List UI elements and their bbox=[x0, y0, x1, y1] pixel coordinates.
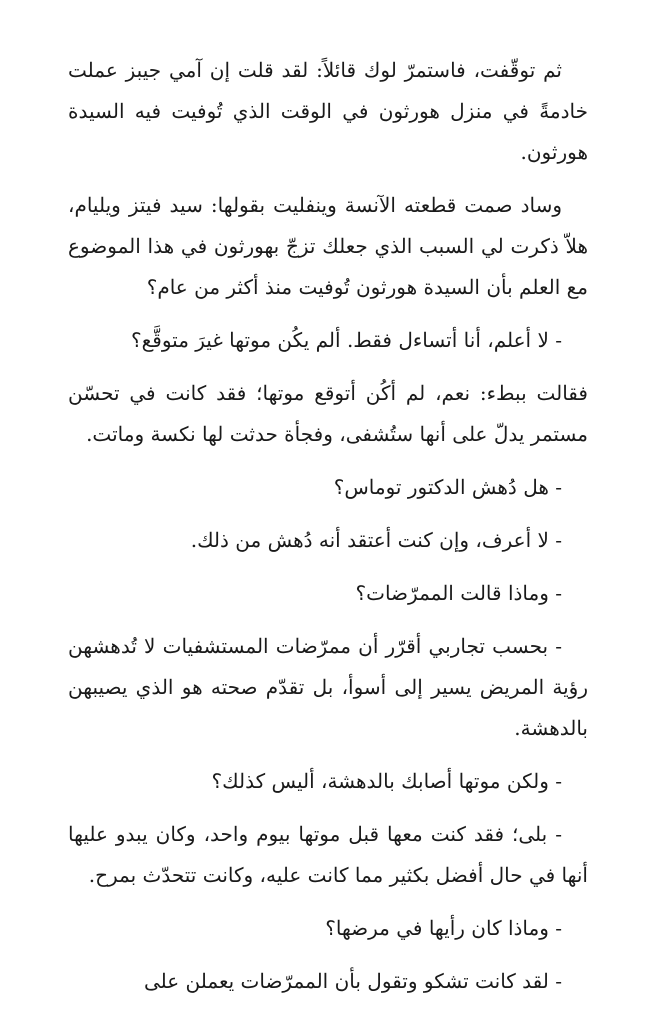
paragraph-8: - بحسب تجاربي أقرّر أن ممرّضات المستشفيات لا تُدهشهن رؤية المريض يسير إلى أسوأ، بل تقدّم صحته هو الذي يصيبهن بالدهشة. bbox=[68, 634, 588, 740]
paragraph-4: فقالت ببطء: نعم، لم أكُن أتوقع موتها؛ فقد كانت في تحسّن مستمر يدلّ على أنها ستُشفى، وفجأة حدثت لها نكسة وماتت. bbox=[68, 381, 588, 446]
paragraph-10: - بلى؛ فقد كنت معها قبل موتها بيوم واحد، وكان يبدو عليها أنها في حال أفضل بكثير مما كانت عليه، وكانت تتحدّث بمرح. bbox=[68, 822, 588, 887]
book-page bbox=[68, 50, 588, 1014]
paragraph-7: - وماذا قالت الممرّضات؟ bbox=[355, 581, 562, 605]
paragraph-1: ثم توقّفت، فاستمرّ لوك قائلاً: لقد قلت إن آمي جيبز عملت خادمةً في منزل هورثون في الوقت الذي تُوفيت فيه السيدة هورثون. bbox=[68, 58, 588, 164]
paragraph-5: - هل دُهش الدكتور توماس؟ bbox=[333, 475, 562, 499]
paragraph-2: وساد صمت قطعته الآنسة وينفليت بقولها: سيد فيتز ويليام، هلاّ ذكرت لي السبب الذي جعلك تزجّ بهورثون في هذا الموضوع مع العلم بأن السيدة هورثون تُوفيت منذ أكثر من عام؟ bbox=[68, 193, 588, 299]
paragraph-11: - وماذا كان رأيها في مرضها؟ bbox=[325, 916, 562, 940]
paragraph-9: - ولكن موتها أصابك بالدهشة، أليس كذلك؟ bbox=[211, 769, 562, 793]
paragraph-6: - لا أعرف، وإن كنت أعتقد أنه دُهش من ذلك. bbox=[190, 528, 562, 552]
paragraph-3: - لا أعلم، أنا أتساءل فقط. ألم يكُن موتها غيرَ متوقَّع؟ bbox=[131, 328, 562, 352]
paragraph-12: - لقد كانت تشكو وتقول بأن الممرّضات يعملن على bbox=[143, 969, 562, 993]
